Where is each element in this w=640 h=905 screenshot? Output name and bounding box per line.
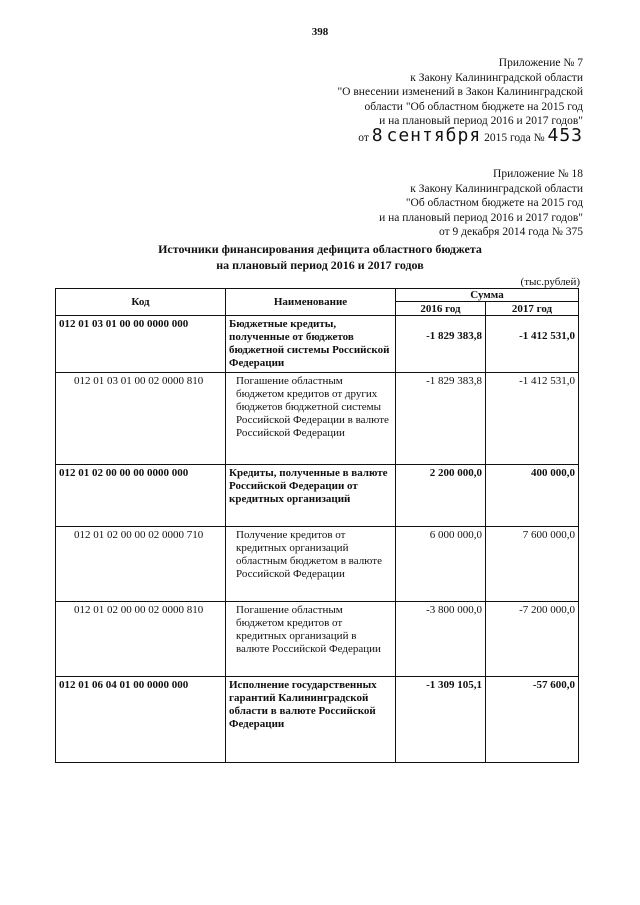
header-2016: 2016 год bbox=[396, 302, 486, 316]
table-row bbox=[56, 602, 579, 677]
row-code: 012 01 03 01 00 02 0000 810 bbox=[56, 373, 226, 465]
row-2016: 6 000 000,0 bbox=[396, 527, 486, 602]
row-code: 012 01 02 00 00 02 0000 810 bbox=[56, 602, 226, 677]
appendix-date-line bbox=[337, 124, 583, 146]
document-title bbox=[0, 241, 640, 273]
units-label: (тыс.рублей) bbox=[520, 276, 580, 288]
appendix-7-header bbox=[337, 56, 583, 145]
header-name: Наименование bbox=[226, 289, 396, 316]
row-2016: -3 800 000,0 bbox=[396, 602, 486, 677]
appendix-line: "Об областном бюджете на 2015 год bbox=[405, 197, 583, 209]
date-day-handwritten: 8 bbox=[371, 124, 384, 146]
row-2017: 400 000,0 bbox=[486, 465, 579, 527]
appendix-line: "О внесении изменений в Закон Калининградской bbox=[337, 86, 583, 98]
row-code: 012 01 02 00 00 00 0000 000 bbox=[56, 465, 226, 527]
title-line: на плановый период 2016 и 2017 годов bbox=[216, 258, 424, 272]
row-2017: -1 412 531,0 bbox=[486, 316, 579, 373]
row-name: Получение кредитов от кредитных организаций областным бюджетом в валюте Российской Федерации bbox=[226, 527, 396, 602]
row-name: Кредиты, полученные в валюте Российской Федерации от кредитных организаций bbox=[226, 465, 396, 527]
row-2017: -57 600,0 bbox=[486, 677, 579, 763]
row-2016: -1 829 383,8 bbox=[396, 316, 486, 373]
appendix-line: Приложение № 18 bbox=[493, 168, 583, 180]
row-code: 012 01 02 00 00 02 0000 710 bbox=[56, 527, 226, 602]
appendix-18-header bbox=[379, 167, 583, 240]
appendix-line: Приложение № 7 bbox=[498, 57, 583, 69]
date-prefix: от bbox=[358, 131, 369, 144]
date-number-handwritten: 453 bbox=[547, 124, 583, 146]
appendix-line: к Закону Калининградской области bbox=[410, 182, 583, 195]
row-2017: 7 600 000,0 bbox=[486, 527, 579, 602]
header-2017: 2017 год bbox=[486, 302, 579, 316]
page-number: 398 bbox=[311, 26, 329, 38]
row-name: Погашение областным бюджетом кредитов от других бюджетов бюджетной системы Российской Федерации в валюте Российской Федерации bbox=[226, 373, 396, 465]
row-2016: -1 309 105,1 bbox=[396, 677, 486, 763]
financing-table bbox=[55, 288, 579, 763]
appendix-line: и на плановый период 2016 и 2017 годов" bbox=[379, 211, 583, 224]
table-row bbox=[56, 527, 579, 602]
date-month-handwritten: сентября bbox=[386, 124, 482, 146]
row-2017: -7 200 000,0 bbox=[486, 602, 579, 677]
table-row bbox=[56, 373, 579, 465]
date-year: 2015 года № bbox=[484, 131, 545, 144]
row-name: Исполнение государственных гарантий Калининградской области в валюте Российской Федерации bbox=[226, 677, 396, 763]
row-2016: -1 829 383,8 bbox=[396, 373, 486, 465]
table-row bbox=[56, 316, 579, 373]
row-name: Бюджетные кредиты, полученные от бюджетов бюджетной системы Российской Федерации bbox=[226, 316, 396, 373]
table-row bbox=[56, 677, 579, 763]
appendix-line: от 9 декабря 2014 года № 375 bbox=[438, 226, 583, 238]
table-row bbox=[56, 465, 579, 527]
row-2016: 2 200 000,0 bbox=[396, 465, 486, 527]
appendix-line: и на плановый период 2016 и 2017 годов" bbox=[379, 115, 583, 127]
appendix-line: области "Об областном бюджете на 2015 год bbox=[364, 100, 583, 113]
appendix-line: к Закону Калининградской области bbox=[410, 71, 583, 84]
header-sum: Сумма bbox=[396, 289, 579, 302]
row-name: Погашение областным бюджетом кредитов от кредитных организаций в валюте Российской Федерации bbox=[226, 602, 396, 677]
row-code: 012 01 03 01 00 00 0000 000 bbox=[56, 316, 226, 373]
row-code: 012 01 06 04 01 00 0000 000 bbox=[56, 677, 226, 763]
row-2017: -1 412 531,0 bbox=[486, 373, 579, 465]
header-code: Код bbox=[56, 289, 226, 316]
title-line: Источники финансирования дефицита областного бюджета bbox=[158, 242, 482, 256]
